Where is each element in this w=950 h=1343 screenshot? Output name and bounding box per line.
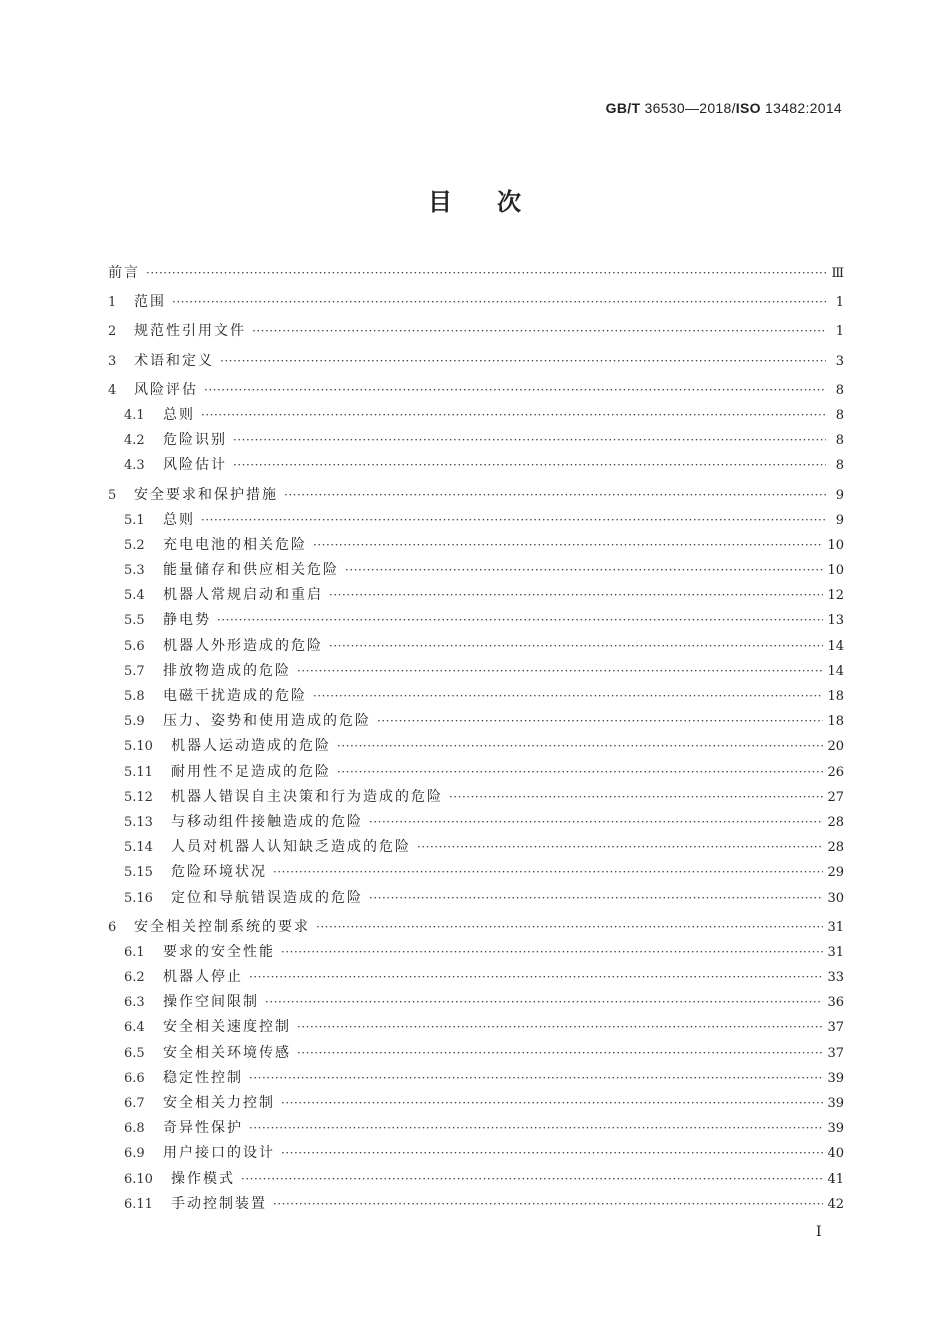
toc-entry-page: 8 (835, 382, 844, 398)
toc-entry[interactable] (108, 811, 844, 836)
toc-entry[interactable] (108, 966, 844, 991)
toc-entry-label: 奇异性保护 (163, 1120, 243, 1137)
toc-leader-dots (316, 920, 823, 934)
toc-entry-label: 风险估计 (163, 457, 227, 474)
toc-entry-number: 5.7 (124, 663, 145, 679)
toc-entry[interactable] (108, 1092, 844, 1117)
toc-entry-number: 5.2 (124, 537, 145, 553)
toc-entry-label: 安全相关控制系统的要求 (134, 918, 310, 935)
toc-entry-label: 总则 (163, 406, 195, 423)
toc-entry-number: 5 (108, 487, 117, 503)
toc-leader-dots (345, 563, 823, 577)
toc-entry[interactable] (108, 584, 844, 609)
toc-leader-dots (281, 1146, 823, 1160)
toc-entry-label: 用户接口的设计 (163, 1145, 275, 1162)
toc-entry-page: 26 (827, 764, 844, 780)
toc-entry-label: 操作模式 (171, 1170, 235, 1187)
toc-entry-page: Ⅲ (831, 266, 844, 281)
toc-entry-page: 12 (827, 588, 844, 604)
toc-leader-dots (297, 1046, 823, 1060)
toc-entry-label: 风险评估 (134, 381, 198, 398)
toc-entry-label: 范围 (134, 294, 166, 311)
toc-entry-page: 30 (827, 890, 844, 906)
toc-leader-dots (337, 739, 823, 753)
toc-entry-number: 5.5 (124, 613, 145, 629)
toc-leader-dots (172, 295, 826, 309)
toc-entry-page: 8 (835, 458, 844, 474)
toc-leader-dots (249, 1071, 823, 1085)
toc-entry[interactable] (108, 1142, 844, 1167)
toc-entry-label: 能量储存和供应相关危险 (163, 562, 339, 579)
toc-leader-dots (241, 1172, 823, 1186)
toc-entry-number: 4 (108, 382, 117, 398)
toc-entry-page: 28 (827, 840, 844, 856)
toc-entry-label: 充电电池的相关危险 (163, 536, 307, 553)
toc-entry-label: 安全相关环境传感 (163, 1044, 291, 1061)
iso-number: 13482:2014 (765, 100, 842, 116)
toc-leader-dots (233, 458, 826, 472)
toc-entry[interactable] (108, 429, 844, 454)
toc-entry-page: 18 (827, 714, 844, 730)
toc-leader-dots (201, 513, 826, 527)
toc-leader-dots (220, 354, 826, 368)
toc-entry-page: 9 (835, 512, 844, 528)
toc-entry-page: 8 (835, 433, 844, 449)
toc-entry-label: 总则 (163, 511, 195, 528)
toc-entry-number: 4.1 (124, 407, 145, 423)
toc-entry[interactable] (108, 1016, 844, 1041)
toc-entry-page: 36 (827, 995, 844, 1011)
toc-entry-label: 静电势 (163, 612, 211, 629)
toc-entry-number: 5.16 (124, 890, 153, 906)
toc-entry-label: 定位和导航错误造成的危险 (171, 889, 363, 906)
toc-entry-page: 3 (835, 353, 844, 369)
toc-entry-page: 40 (827, 1146, 844, 1162)
toc-entry-number: 5.3 (124, 563, 145, 579)
toc-entry-label: 安全相关力控制 (163, 1095, 275, 1111)
standard-code (606, 100, 842, 116)
toc-entry-page: 27 (827, 789, 844, 805)
toc-entry-number: 6 (108, 919, 117, 935)
page-number: I (816, 1224, 822, 1240)
toc-entry-label: 稳定性控制 (163, 1069, 243, 1086)
toc-entry-number: 5.6 (124, 638, 145, 654)
toc-entry[interactable] (108, 559, 844, 584)
toc-entry-page: 14 (827, 663, 844, 679)
toc-entry[interactable] (108, 761, 844, 786)
toc-entry[interactable] (108, 509, 844, 534)
title-char-2: 次 (497, 187, 522, 216)
toc-entry-number: 6.8 (124, 1121, 145, 1137)
toc-entry[interactable] (108, 836, 844, 861)
toc-entry[interactable] (108, 735, 844, 760)
toc-entry-page: 42 (827, 1196, 844, 1212)
toc-entry-number: 5.4 (124, 588, 145, 604)
iso-prefix: ISO (735, 100, 761, 116)
toc-entry-label: 操作空间限制 (163, 994, 259, 1011)
toc-leader-dots (329, 588, 823, 602)
toc-leader-dots (201, 408, 826, 422)
toc-entry[interactable] (108, 1117, 844, 1142)
toc-entry-number: 5.8 (124, 689, 145, 704)
table-of-contents (108, 262, 844, 1218)
toc-entry-label: 前言 (108, 265, 140, 281)
toc-entry-page: 37 (827, 1045, 844, 1061)
toc-leader-dots (281, 945, 823, 959)
toc-entry-page: 41 (827, 1171, 844, 1187)
toc-entry-page: 18 (827, 689, 844, 704)
toc-entry-number: 6.6 (124, 1070, 145, 1086)
toc-entry[interactable] (108, 660, 844, 685)
toc-entry-number: 6.4 (124, 1020, 145, 1036)
toc-entry-number: 5.11 (124, 764, 153, 780)
toc-entry-page: 28 (827, 814, 844, 830)
toc-entry-page: 39 (827, 1096, 844, 1111)
toc-entry-page: 39 (827, 1121, 844, 1137)
toc-entry[interactable] (108, 991, 844, 1016)
toc-entry-number: 2 (108, 324, 117, 340)
toc-leader-dots (313, 689, 823, 703)
toc-entry-number: 5.10 (124, 739, 153, 755)
toc-entry[interactable] (108, 379, 844, 404)
toc-entry[interactable] (108, 786, 844, 811)
standard-number: 36530—2018/ (644, 100, 736, 116)
toc-entry[interactable] (108, 685, 844, 710)
toc-entry[interactable] (108, 320, 844, 345)
title-char-1: 目 (428, 187, 453, 216)
toc-entry-label: 与移动组件接触造成的危险 (171, 813, 363, 830)
toc-entry-number: 5.13 (124, 814, 153, 830)
page-title (0, 182, 950, 217)
toc-leader-dots (273, 1197, 823, 1211)
toc-entry[interactable] (108, 484, 844, 509)
toc-entry-page: 29 (827, 865, 844, 881)
standard-prefix: GB/T (605, 100, 641, 116)
toc-entry-page: 14 (827, 638, 844, 654)
toc-entry-number: 6.7 (124, 1096, 145, 1111)
toc-leader-dots (265, 995, 823, 1009)
toc-entry-page: 9 (835, 487, 844, 503)
toc-entry-label: 要求的安全性能 (163, 943, 275, 960)
toc-leader-dots (284, 488, 826, 502)
toc-entry[interactable] (108, 454, 844, 479)
toc-entry-number: 6.9 (124, 1146, 145, 1162)
toc-leader-dots (297, 664, 823, 678)
toc-leader-dots (249, 1121, 823, 1135)
toc-entry[interactable] (108, 1193, 844, 1218)
toc-entry-label: 机器人停止 (163, 969, 243, 986)
toc-entry[interactable] (108, 887, 844, 912)
toc-entry-number: 5.9 (124, 714, 145, 730)
toc-entry-label: 机器人外形造成的危险 (163, 637, 323, 654)
toc-leader-dots (417, 840, 823, 854)
toc-entry-label: 机器人运动造成的危险 (171, 738, 331, 755)
toc-leader-dots (369, 815, 823, 829)
toc-entry-label: 机器人错误自主决策和行为造成的危险 (171, 788, 443, 805)
toc-entry-label: 电磁干扰造成的危险 (163, 688, 307, 704)
toc-entry[interactable] (108, 635, 844, 660)
toc-entry-number: 4.3 (124, 458, 145, 474)
toc-entry-label: 危险环境状况 (171, 864, 267, 881)
toc-entry-page: 8 (835, 407, 844, 423)
toc-entry-page: 20 (827, 739, 844, 755)
toc-entry-page: 39 (827, 1070, 844, 1086)
toc-entry-label: 人员对机器人认知缺乏造成的危险 (171, 839, 411, 856)
toc-entry-page: 31 (827, 919, 844, 935)
toc-entry[interactable] (108, 861, 844, 886)
toc-entry-number: 5.12 (124, 789, 153, 805)
toc-leader-dots (204, 383, 826, 397)
toc-entry-label: 压力、姿势和使用造成的危险 (163, 713, 371, 730)
toc-leader-dots (313, 538, 823, 552)
toc-entry[interactable] (108, 350, 844, 375)
toc-entry-page: 1 (835, 295, 844, 311)
toc-leader-dots (329, 639, 823, 653)
toc-leader-dots (217, 613, 823, 627)
toc-entry-page: 13 (827, 613, 844, 629)
toc-entry[interactable] (108, 710, 844, 735)
toc-entry[interactable] (108, 1042, 844, 1067)
toc-entry-label: 手动控制装置 (171, 1195, 267, 1212)
toc-entry-number: 3 (108, 353, 117, 369)
toc-entry-label: 危险识别 (163, 432, 227, 449)
toc-leader-dots (233, 433, 826, 447)
toc-entry-page: 31 (827, 944, 844, 960)
toc-entry-label: 安全相关速度控制 (163, 1019, 291, 1036)
toc-entry-number: 1 (108, 295, 117, 311)
toc-entry-label: 规范性引用文件 (134, 323, 246, 340)
toc-entry-page: 10 (827, 563, 844, 579)
toc-leader-dots (449, 790, 823, 804)
toc-leader-dots (252, 324, 826, 338)
toc-entry-number: 5.15 (124, 865, 153, 881)
toc-leader-dots (297, 1020, 823, 1034)
toc-entry[interactable] (108, 941, 844, 966)
toc-entry-number: 6.5 (124, 1045, 145, 1061)
toc-entry-number: 6.10 (124, 1171, 153, 1187)
toc-entry-page: 1 (835, 324, 844, 340)
toc-entry-number: 4.2 (124, 433, 145, 449)
toc-entry[interactable] (108, 609, 844, 634)
toc-entry-page: 37 (827, 1020, 844, 1036)
toc-entry-number: 6.11 (124, 1196, 153, 1212)
toc-leader-dots (337, 765, 823, 779)
toc-entry-label: 排放物造成的危险 (163, 662, 291, 679)
toc-leader-dots (377, 714, 823, 728)
toc-leader-dots (281, 1096, 823, 1110)
toc-entry-page: 10 (827, 537, 844, 553)
toc-entry-page: 33 (827, 970, 844, 986)
toc-entry-label: 机器人常规启动和重启 (163, 587, 323, 604)
toc-entry[interactable] (108, 291, 844, 316)
toc-entry-number: 5.1 (124, 512, 145, 528)
toc-entry-label: 耐用性不足造成的危险 (171, 763, 331, 780)
toc-entry-number: 6.2 (124, 970, 145, 986)
toc-entry[interactable] (108, 916, 844, 941)
toc-entry-number: 6.1 (124, 944, 145, 960)
toc-entry-number: 6.3 (124, 995, 145, 1011)
toc-leader-dots (273, 865, 823, 879)
toc-entry[interactable] (108, 1067, 844, 1092)
toc-leader-dots (146, 266, 826, 280)
toc-entry[interactable] (108, 404, 844, 429)
toc-entry[interactable] (108, 534, 844, 559)
toc-entry-number: 5.14 (124, 840, 153, 856)
toc-leader-dots (249, 970, 823, 984)
toc-entry-label: 安全要求和保护措施 (134, 486, 278, 503)
toc-entry-label: 术语和定义 (134, 352, 214, 369)
toc-entry[interactable] (108, 1168, 844, 1193)
toc-entry[interactable] (108, 262, 844, 287)
toc-leader-dots (369, 891, 823, 905)
